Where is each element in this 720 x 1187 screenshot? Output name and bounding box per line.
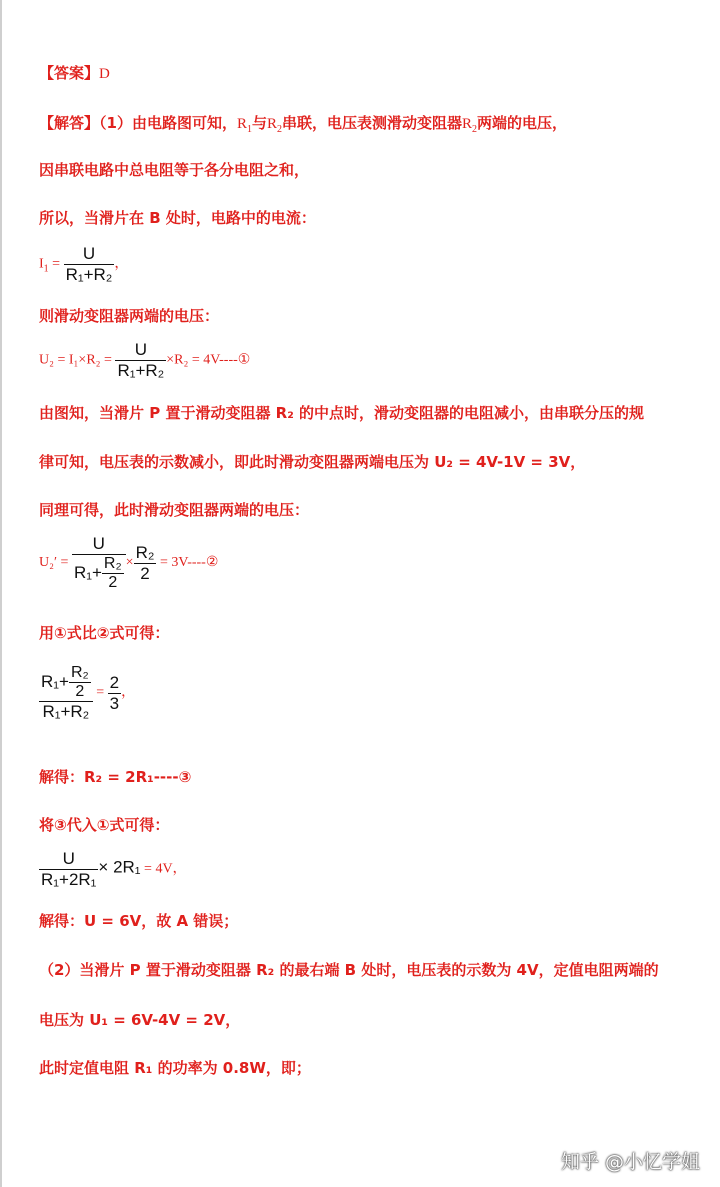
fraction: $\frac{\text{R₂}}{2}$ bbox=[70, 664, 89, 700]
fraction: $\frac{2}{3}$ bbox=[109, 672, 120, 713]
answer-line bbox=[39, 63, 110, 84]
fraction: R₁+ $\frac{\text{R₂}}{2}$ R₁+R₂ bbox=[39, 664, 93, 722]
fraction: $\frac{U}{\text{R₁+2R₁}}$ bbox=[41, 849, 97, 889]
solution-line-2: 因串联电路中总电阻等于各分电阻之和， bbox=[39, 161, 310, 179]
solution-line-13: 电压为 U₁ = 6V-4V = 2V， bbox=[39, 1011, 241, 1029]
solution-line-9: 解得：R₂ = 2R₁----③ bbox=[39, 768, 192, 786]
fraction: U R₁+ $\frac{\text{R₂}}{2}$ bbox=[72, 534, 126, 592]
watermark: 知乎 @小忆学姐 bbox=[560, 1151, 700, 1173]
solution-line-11: 解得：U = 6V，故 A 错误； bbox=[39, 912, 239, 930]
solution-line-1: 【解答】（1）由电路图可知，$R_1$与$R_2$串联，电压表测滑动变阻器$R_2$两端的电压， bbox=[39, 114, 568, 135]
solution-line-4: 则滑动变阻器两端的电压： bbox=[39, 307, 220, 325]
equation-2: U₂ = I₁×R₂ = $\frac{U}{\text{R₁+R₂}}$ ×R₂ = 4V----① bbox=[39, 340, 251, 380]
solution-line-12: （2）当滑片 P 置于滑动变阻器 R₂ 的最右端 B 处时，电压表的示数为 4V，定值电阻两端的 bbox=[39, 961, 659, 979]
fraction: $\frac{U}{\text{R₁+R₂}}$ bbox=[117, 340, 165, 380]
solution-line-10: 将③代入①式可得： bbox=[39, 816, 170, 834]
equation-5: $\frac{U}{\text{R₁+2R₁}}$ × 2R₁ = 4V， bbox=[41, 849, 187, 889]
solution-line-6: 律可知，电压表的示数减小，即此时滑动变阻器两端电压为 U₂ = 4V-1V = 3V， bbox=[39, 453, 586, 471]
equation-3: U₂′ = U R₁+ $\frac{\text{R₂}}{2}$ × $\frac{\text{R₂}}{2}$ = 3V----② bbox=[39, 534, 219, 591]
solution-line-7: 同理可得，此时滑动变阻器两端的电压： bbox=[39, 501, 310, 519]
equation-1: $I_1$ = $\frac{U}{\text{R₁+R₂}}$ ， bbox=[39, 244, 129, 284]
solution-line-8: 用①式比②式可得： bbox=[39, 624, 170, 642]
solution-line-3: 所以，当滑片在 B 处时，电路中的电流： bbox=[39, 209, 316, 227]
solution-line-14: 此时定值电阻 R₁ 的功率为 0.8W，即； bbox=[39, 1059, 311, 1077]
fraction: $\frac{U}{\text{R₁+R₂}}$ bbox=[65, 244, 113, 284]
page-border bbox=[0, 0, 2, 1187]
answer-label: 【答案】 bbox=[39, 64, 100, 82]
equation-4: R₁+ $\frac{\text{R₂}}{2}$ R₁+R₂ = $\frac{2}{3}$ ， bbox=[41, 664, 136, 721]
solution-line-5: 由图知，当滑片 P 置于滑动变阻器 R₂ 的中点时，滑动变阻器的电阻减小，由串联分压的规 bbox=[39, 404, 645, 422]
answer-value: D bbox=[99, 66, 110, 82]
fraction: $\frac{\text{R₂}}{2}$ bbox=[103, 555, 122, 591]
solution-label: 【解答】 bbox=[39, 114, 100, 132]
fraction: $\frac{\text{R₂}}{2}$ bbox=[135, 542, 155, 583]
